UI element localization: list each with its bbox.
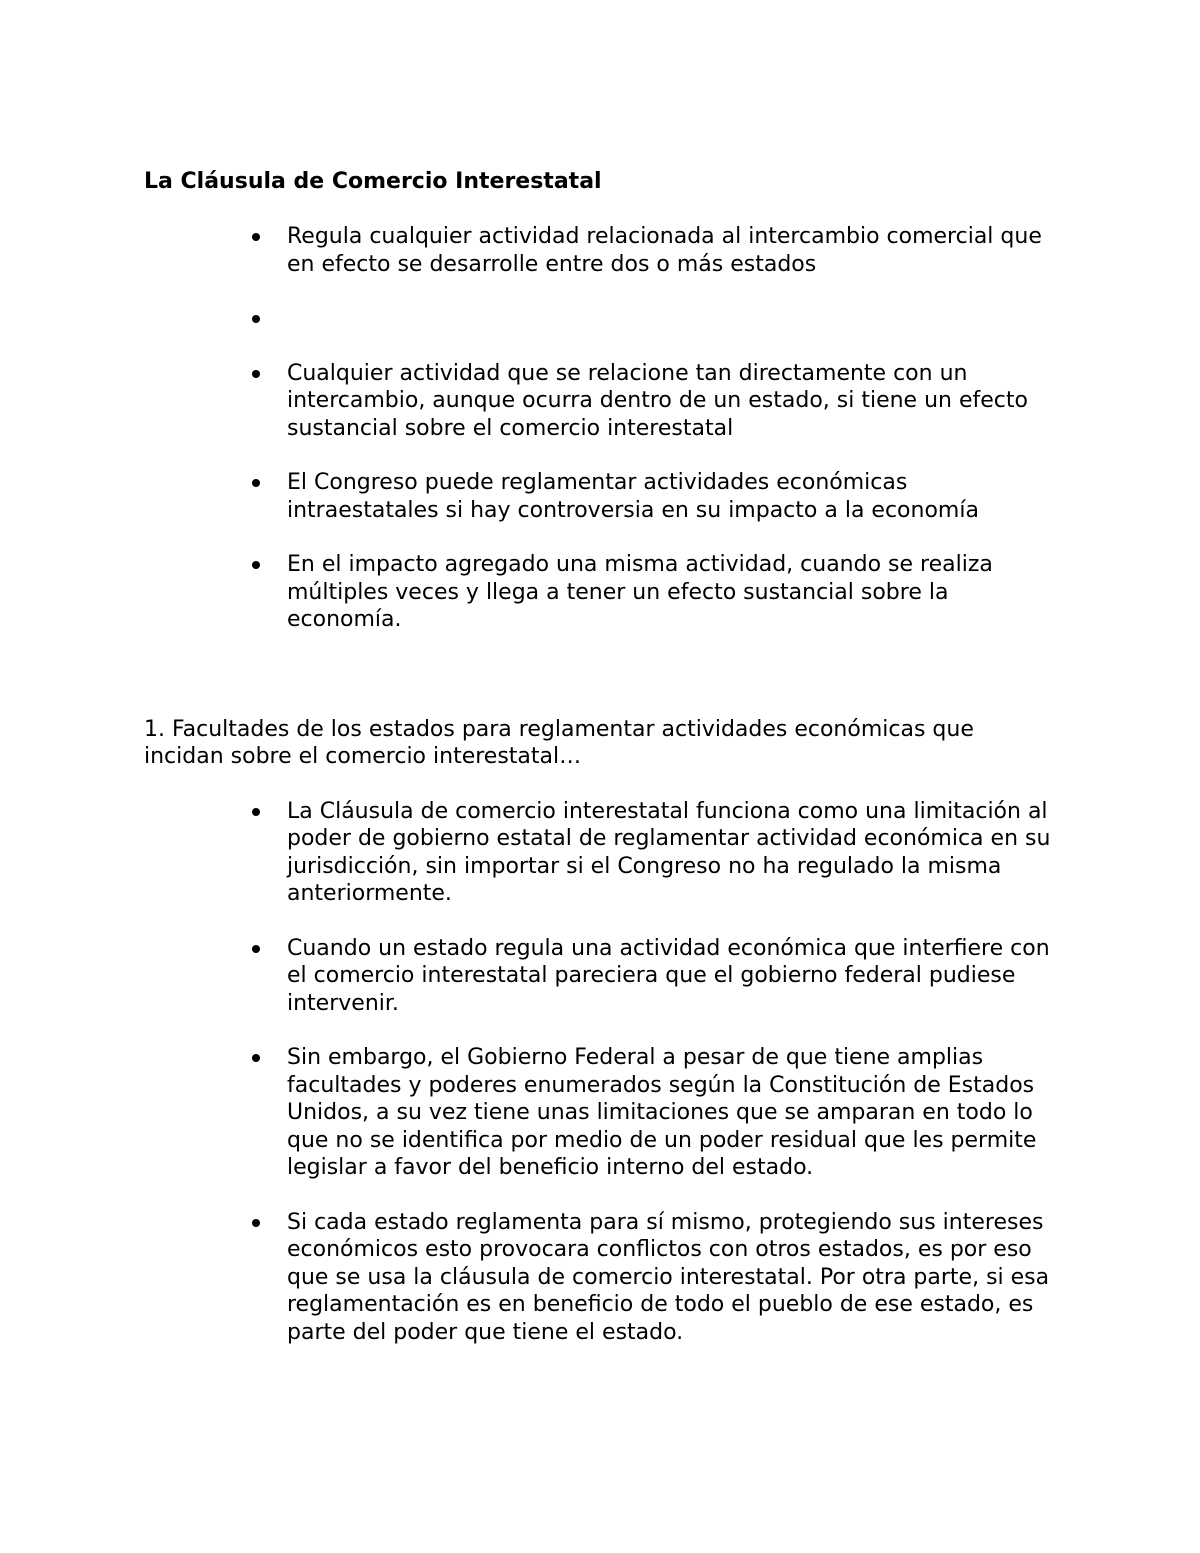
list-item-text: Regula cualquier actividad relacionada al intercambio comercial que en efecto se desarrolle entre dos o más estados <box>287 224 1042 277</box>
list-item-text: Si cada estado reglamenta para sí mismo, protegiendo sus intereses económicos esto provocara conflictos con otros estados, es por eso que se usa la cláusula de comercio interestatal. Por otra parte, si esa reglamentación es en beneficio de todo el pueblo de ese estado, es parte del poder que tiene el estado. <box>287 1209 1050 1345</box>
list-item-text: Sin embargo, el Gobierno Federal a pesar de que tiene amplias facultades y poderes enumerados según la Constitución de Estados Unidos, a su vez tiene unas limitaciones que se amparan en todo lo que no se identifica por medio de un poder residual que les permite legislar a favor del beneficio interno del estado. <box>287 1045 1037 1180</box>
list-item <box>144 1209 1062 1347</box>
list-item-text: Cuando un estado regula una actividad económica que interfiere con el comercio interestatal pareciera que el gobierno federal pudiese intervenir. <box>287 935 1050 1016</box>
list-item <box>144 223 1062 278</box>
bullet-icon <box>252 1219 260 1227</box>
bullet-icon <box>252 370 260 378</box>
bullet-icon <box>252 561 260 569</box>
list-item <box>144 469 1062 524</box>
list-item-text: El Congreso puede reglamentar actividades económicas intraestatales si hay controversia en su impacto a la economía <box>287 470 979 523</box>
list-item <box>144 305 1062 333</box>
list-item-text: La Cláusula de comercio interestatal funciona como una limitación al poder de gobierno estatal de reglamentar actividad económica en su jurisdicción, sin importar si el Congreso no ha regulado la misma anteriormente. <box>287 798 1051 906</box>
bullet-icon <box>252 315 260 323</box>
list-item <box>144 360 1062 443</box>
bullet-icon <box>252 808 260 816</box>
bullet-icon <box>252 233 260 241</box>
section-heading: 1. Facultades de los estados para reglamentar actividades económicas que incidan sobre el comercio interestatal… <box>144 716 974 769</box>
list-item <box>144 798 1062 908</box>
bullet-icon <box>252 945 260 953</box>
document-body <box>144 168 1064 1346</box>
list-item <box>144 1044 1062 1182</box>
bullet-icon <box>252 479 260 487</box>
bullet-list-overview <box>144 223 1064 634</box>
list-item <box>144 551 1062 634</box>
bullet-icon <box>252 1054 260 1062</box>
list-item-text: En el impacto agregado una misma actividad, cuando se realiza múltiples veces y llega a tener un efecto sustancial sobre la economía. <box>287 552 993 632</box>
list-item <box>144 935 1062 1018</box>
document-title: La Cláusula de Comercio Interestatal <box>144 169 602 194</box>
bullet-list-state-powers <box>144 798 1064 1347</box>
list-item-text <box>287 305 1062 333</box>
list-item-text: Cualquier actividad que se relacione tan directamente con un intercambio, aunque ocurra dentro de un estado, si tiene un efecto sustancial sobre el comercio interestatal <box>287 360 1028 441</box>
